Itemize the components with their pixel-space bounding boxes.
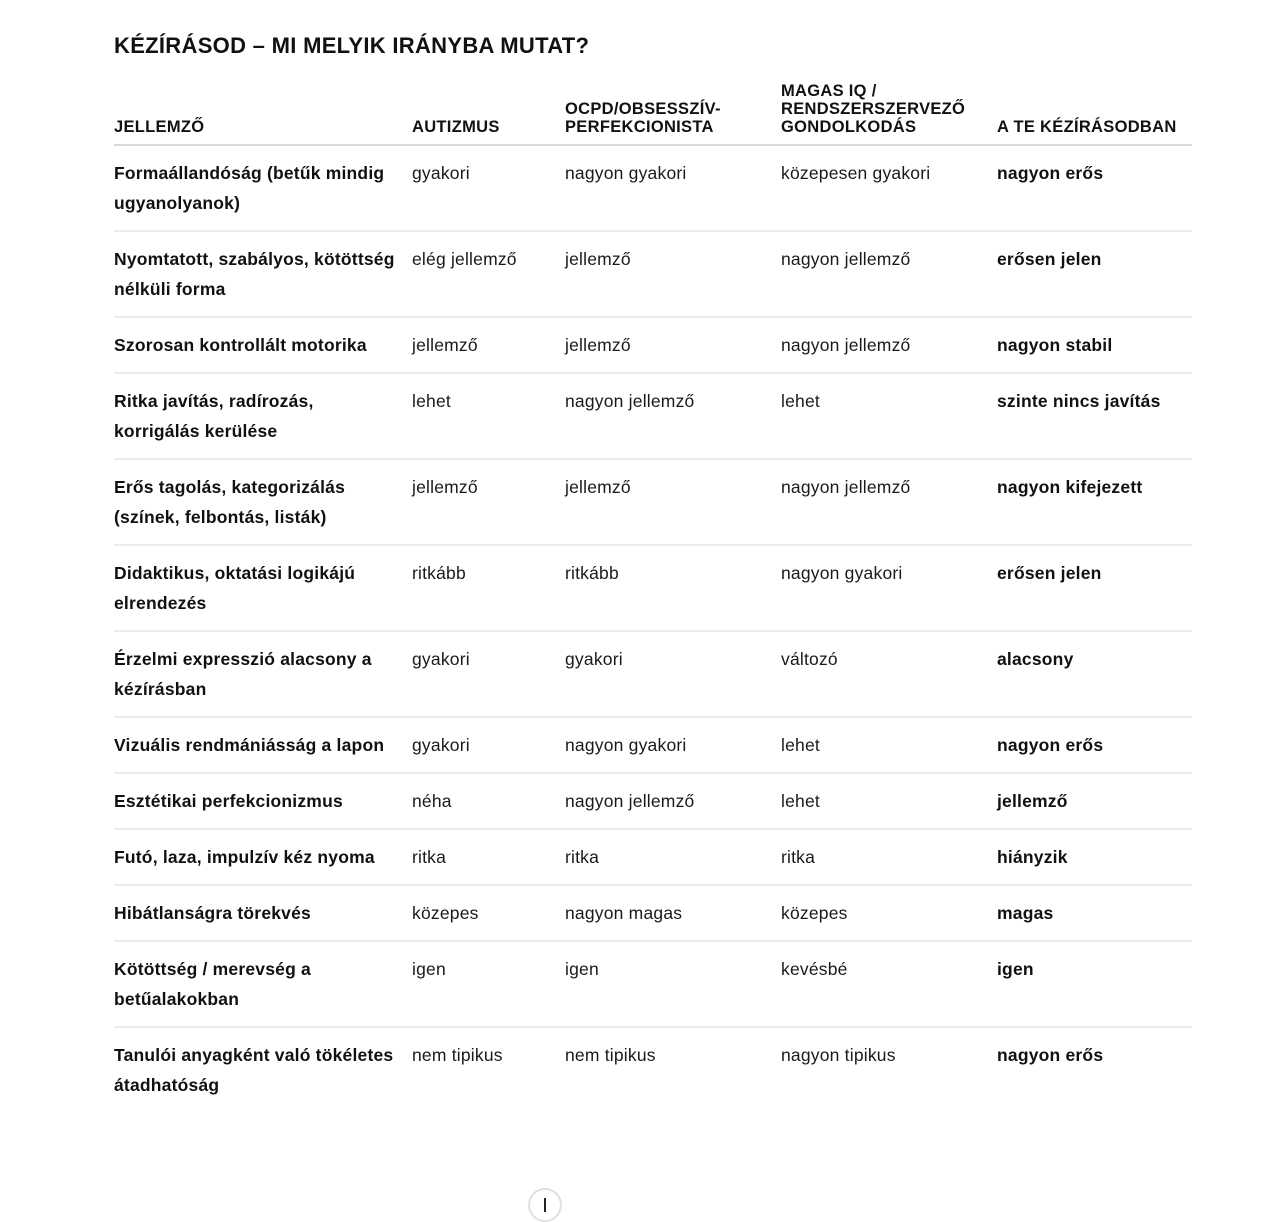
- autism-cell: közepes: [412, 885, 565, 941]
- high-iq-cell: nagyon jellemző: [781, 231, 997, 317]
- header-ocpd: OCPD/OBSESSZÍV-PERFEKCIONISTA: [565, 82, 781, 145]
- table-row: [114, 317, 1192, 373]
- ocpd-cell: ritkább: [565, 545, 781, 631]
- table-row: [114, 773, 1192, 829]
- arrow-down-icon: [544, 1198, 546, 1212]
- header-feature: JELLEMZŐ: [114, 82, 412, 145]
- ocpd-cell: ritka: [565, 829, 781, 885]
- ocpd-cell: nagyon gyakori: [565, 717, 781, 773]
- high-iq-cell: lehet: [781, 773, 997, 829]
- ocpd-cell: nagyon jellemző: [565, 373, 781, 459]
- header-your-handwriting: A TE KÉZÍRÁSODBAN: [997, 82, 1192, 145]
- feature-cell: Formaállandóság (betűk mindig ugyanolyanok): [114, 145, 412, 231]
- feature-cell: Hibátlanságra törekvés: [114, 885, 412, 941]
- high-iq-cell: közepes: [781, 885, 997, 941]
- header-high-iq: MAGAS IQ / RENDSZERSZERVEZŐ GONDOLKODÁS: [781, 82, 997, 145]
- high-iq-cell: kevésbé: [781, 941, 997, 1027]
- table-row: [114, 145, 1192, 231]
- autism-cell: néha: [412, 773, 565, 829]
- high-iq-cell: nagyon gyakori: [781, 545, 997, 631]
- scroll-down-button[interactable]: [528, 1188, 562, 1222]
- ocpd-cell: nagyon gyakori: [565, 145, 781, 231]
- autism-cell: elég jellemző: [412, 231, 565, 317]
- high-iq-cell: nagyon tipikus: [781, 1045, 896, 1065]
- ocpd-cell: jellemző: [565, 317, 781, 373]
- table-row: [114, 545, 1192, 631]
- autism-cell: ritkább: [412, 545, 565, 631]
- feature-cell: Ritka javítás, radírozás, korrigálás kerülése: [114, 373, 412, 459]
- feature-cell: Erős tagolás, kategorizálás (színek, felbontás, listák): [114, 459, 412, 545]
- feature-cell: Nyomtatott, szabályos, kötöttség nélküli forma: [114, 231, 412, 317]
- your-handwriting-cell: erősen jelen: [997, 231, 1192, 317]
- table-row: [114, 459, 1192, 545]
- table-row: [114, 231, 1192, 317]
- ocpd-cell: jellemző: [565, 459, 781, 545]
- table-row: [114, 373, 1192, 459]
- page-title: KÉZÍRÁSOD – MI MELYIK IRÁNYBA MUTAT?: [114, 33, 590, 58]
- autism-cell: jellemző: [412, 459, 565, 545]
- autism-cell: jellemző: [412, 317, 565, 373]
- table-row: [114, 1027, 1192, 1112]
- your-handwriting-cell: magas: [997, 885, 1192, 941]
- your-handwriting-cell: jellemző: [997, 773, 1192, 829]
- ocpd-cell: nagyon jellemző: [565, 773, 781, 829]
- your-handwriting-cell: alacsony: [997, 631, 1192, 717]
- autism-cell: gyakori: [412, 631, 565, 717]
- header-autism: AUTIZMUS: [412, 82, 565, 145]
- your-handwriting-cell: szinte nincs javítás: [997, 373, 1192, 459]
- autism-cell: ritka: [412, 829, 565, 885]
- high-iq-cell: nagyon jellemző: [781, 317, 997, 373]
- feature-cell: Tanulói anyagként való tökéletes átadhatóság: [114, 1045, 394, 1095]
- high-iq-cell: lehet: [781, 717, 997, 773]
- ocpd-cell: gyakori: [565, 631, 781, 717]
- your-handwriting-cell: nagyon erős: [997, 717, 1192, 773]
- autism-cell: igen: [412, 941, 565, 1027]
- feature-cell: Esztétikai perfekcionizmus: [114, 773, 412, 829]
- high-iq-cell: közepesen gyakori: [781, 145, 997, 231]
- feature-cell: Szorosan kontrollált motorika: [114, 317, 412, 373]
- table-header-row: [114, 82, 1192, 145]
- ocpd-cell: nem tipikus: [565, 1045, 656, 1065]
- table-row: [114, 941, 1192, 1027]
- feature-cell: Didaktikus, oktatási logikájú elrendezés: [114, 545, 412, 631]
- your-handwriting-cell: nagyon erős: [997, 145, 1192, 231]
- document-content: [114, 28, 1192, 1112]
- table-row: [114, 885, 1192, 941]
- your-handwriting-cell: nagyon kifejezett: [997, 459, 1192, 545]
- table-row: [114, 631, 1192, 717]
- ocpd-cell: jellemző: [565, 231, 781, 317]
- high-iq-cell: lehet: [781, 373, 997, 459]
- autism-cell: lehet: [412, 373, 565, 459]
- high-iq-cell: változó: [781, 631, 997, 717]
- feature-cell: Érzelmi expresszió alacsony a kézírásban: [114, 631, 412, 717]
- ocpd-cell: nagyon magas: [565, 885, 781, 941]
- high-iq-cell: nagyon jellemző: [781, 459, 997, 545]
- your-handwriting-cell: erősen jelen: [997, 545, 1192, 631]
- high-iq-cell: ritka: [781, 829, 997, 885]
- your-handwriting-cell: igen: [997, 941, 1192, 1027]
- your-handwriting-cell: nagyon stabil: [997, 317, 1192, 373]
- feature-cell: Futó, laza, impulzív kéz nyoma: [114, 829, 412, 885]
- table-row: [114, 717, 1192, 773]
- comparison-table: [114, 82, 1192, 1112]
- autism-cell: gyakori: [412, 145, 565, 231]
- autism-cell: nem tipikus: [412, 1045, 503, 1065]
- your-handwriting-cell: hiányzik: [997, 829, 1192, 885]
- feature-cell: Vizuális rendmániásság a lapon: [114, 717, 412, 773]
- table-row: [114, 829, 1192, 885]
- autism-cell: gyakori: [412, 717, 565, 773]
- your-handwriting-cell: nagyon erős: [997, 1045, 1104, 1065]
- feature-cell: Kötöttség / merevség a betűalakokban: [114, 941, 412, 1027]
- ocpd-cell: igen: [565, 941, 781, 1027]
